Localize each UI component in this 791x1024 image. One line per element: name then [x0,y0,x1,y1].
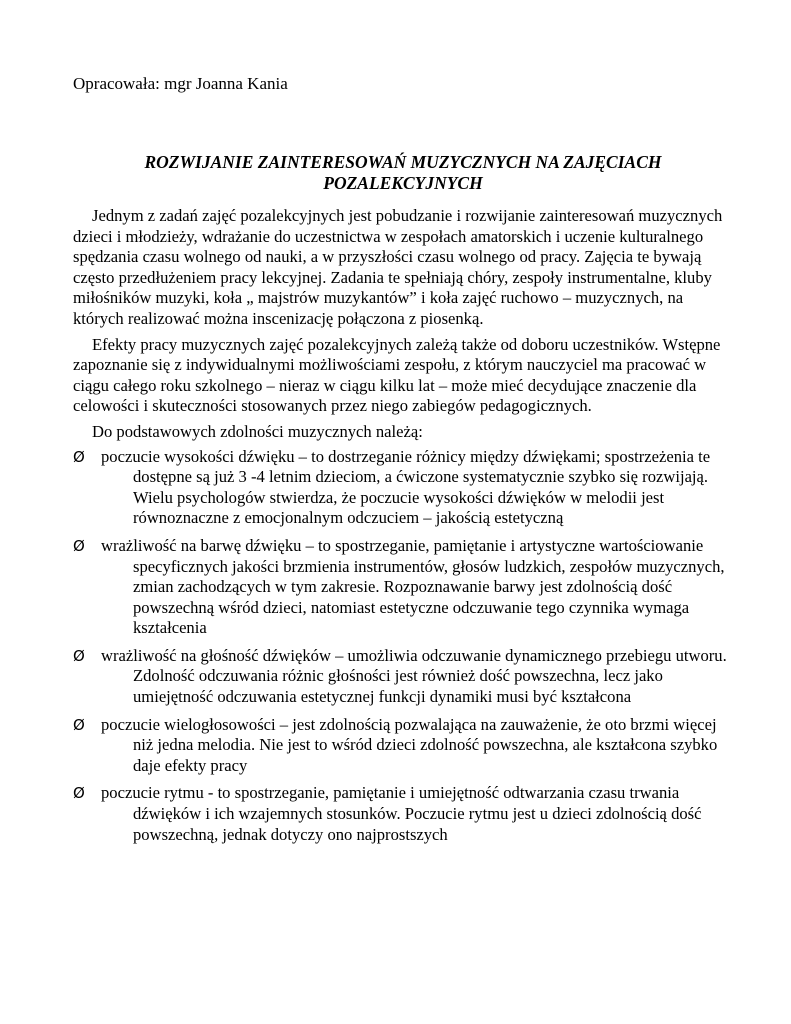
bullet-arrow-icon: Ø [73,536,85,555]
list-item-text: wrażliwość na barwę dźwięku – to spostrzeganie, pamiętanie i artystyczne wartościowanie specyficznych jakości brzmienia instrumentów, głosów ludzkich, zespołów muzycznych, zmian zachodzących w tym zakresie. Rozpoznawanie barwy jest zdolnością dość powszechną wśród dzieci, natomiast estetyczne odczuwanie tego czynnika wymaga kształcenia [101,535,725,638]
bullet-arrow-icon: Ø [73,784,85,803]
document-body [73,206,733,852]
list-item [73,536,733,639]
list-item [73,447,733,529]
list-item-text: wrażliwość na głośność dźwięków – umożliwia odczuwanie dynamicznego przebiegu utworu. Zdolność odczuwania różnic głośności jest również dość powszechna, lecz jako umiejętność odczuwania estetycznej funkcji dynamiki musi być kształcona [101,645,727,707]
title-line-1: ROZWIJANIE ZAINTERESOWAŃ MUZYCZNYCH NA ZAJĘCIACH [144,152,662,172]
list-item [73,715,733,777]
list-item [73,646,733,708]
paragraph-2: Efekty pracy muzycznych zajęć pozalekcyjnych zależą także od doboru uczestników. Wstępne zapoznanie się z indywidualnymi możliwościami zespołu, z którym nauczyciel ma pracować w ciągu całego roku szkolnego – nieraz w ciągu kilku lat – może mieć decydujące znaczenie dla celowości i skuteczności stosowanych przez niego zabiegów pedagogicznych. [73,334,721,416]
title-line-2: POZALEKCYJNYCH [323,173,483,193]
bullet-arrow-icon: Ø [73,447,85,466]
list-item-text: poczucie wielogłosowości – jest zdolnością pozwalająca na zauważenie, że oto brzmi więcej niż jedna melodia. Nie jest to wśród dzieci zdolność powszechna, ale kształcona szybko daje efekty pracy [101,714,718,775]
list-item [73,783,733,845]
document-title [73,152,733,194]
list-intro: Do podstawowych zdolności muzycznych należą: [92,421,423,441]
author-line: Opracowała: mgr Joanna Kania [73,74,288,93]
list-item-text: poczucie wysokości dźwięku – to dostrzeganie różnicy między dźwiękami; spostrzeżenia te dostępne są już 3 -4 letnim dzieciom, a ćwiczone systematycznie szybko się rozwijają. Wielu psychologów stwierdza, że poczucie wysokości dźwięków w melodii jest równoznaczne z emocjonalnym odczuciem – jakością estetyczną [101,446,711,528]
list-item-text: poczucie rytmu - to spostrzeganie, pamiętanie i umiejętność odtwarzania czasu trwania dźwięków i ich wzajemnych stosunków. Poczucie rytmu jest u dzieci zdolnością dość powszechną, jednak dotyczy ono najprostszych [101,783,702,844]
paragraph-1: Jednym z zadań zajęć pozalekcyjnych jest pobudzanie i rozwijanie zainteresowań muzycznych dzieci i młodzieży, wdrażanie do uczestnictwa w zespołach amatorskich i uczenie kulturalnego spędzania czasu wolnego od nauki, a w przyszłości czasu wolnego od pracy. Zajęcia te bywają często przedłużeniem pracy lekcyjnej. Zadania te spełniają chóry, zespoły instrumentalne, kluby miłośników muzyki, koła „ majstrów muzykantów” i koła zajęć ruchowo – muzycznych, na których realizować można inscenizację połączona z piosenką. [73,206,723,328]
abilities-list [73,447,733,846]
bullet-arrow-icon: Ø [73,646,85,665]
bullet-arrow-icon: Ø [73,715,85,734]
